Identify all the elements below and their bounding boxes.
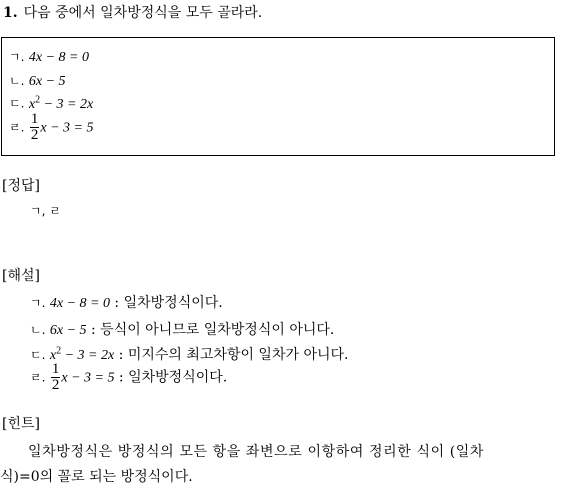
fraction: $\frac{1}{2}$ (30, 111, 39, 143)
choice-expression: x − 3 = 5 (40, 120, 94, 136)
answer-label: [정답] (2, 178, 40, 194)
choice-marker: ㄴ. (9, 74, 25, 88)
question (3, 2, 262, 22)
explanation-label: [해설] (2, 268, 40, 284)
answer-text: ㄱ, ㄹ (30, 204, 61, 218)
choices-box (1, 37, 555, 156)
hint-text-line1: 일차방정식은 방정식의 모든 항을 좌변으로 이항하여 정리한 식이 (일차 (28, 444, 485, 460)
choice-item (9, 72, 66, 90)
choice-item (9, 112, 93, 143)
choice-marker: ㄹ. (9, 120, 25, 135)
choice-marker: ㄷ. (9, 96, 25, 111)
hint-label: [힌트] (2, 416, 40, 432)
choice-item (9, 48, 89, 66)
explanation-line: ㄴ. 6x − 5 : 등식이 아니므로 일차방정식이 아니다. (30, 322, 335, 338)
choice-marker: ㄱ. (9, 50, 25, 64)
question-text: 다음 중에서 일차방정식을 모두 골라라. (23, 5, 263, 21)
explanation-line: ㄷ. $x^2 - 3 = 2x$ : 미지수의 최고차항이 일차가 아니다. (30, 345, 349, 363)
choice-item (9, 94, 93, 113)
explanation-line: ㄱ. 4x − 8 = 0 : 일차방정식이다. (30, 295, 223, 311)
explanation-line: ㄹ. $\frac{1}{2}$ x − 3 = 5 : 일차방정식이다. (30, 361, 228, 393)
choice-expression: $x^2 - 3 = 2x$ (28, 94, 94, 112)
choice-expression: 4x − 8 = 0 (28, 50, 89, 65)
hint-text-line2: 식)=0의 꼴로 되는 방정식이다. (0, 469, 193, 485)
choice-expression: 6x − 5 (28, 74, 66, 89)
question-number: 1. (3, 5, 18, 21)
fraction: $\frac{1}{2}$ (51, 361, 60, 393)
